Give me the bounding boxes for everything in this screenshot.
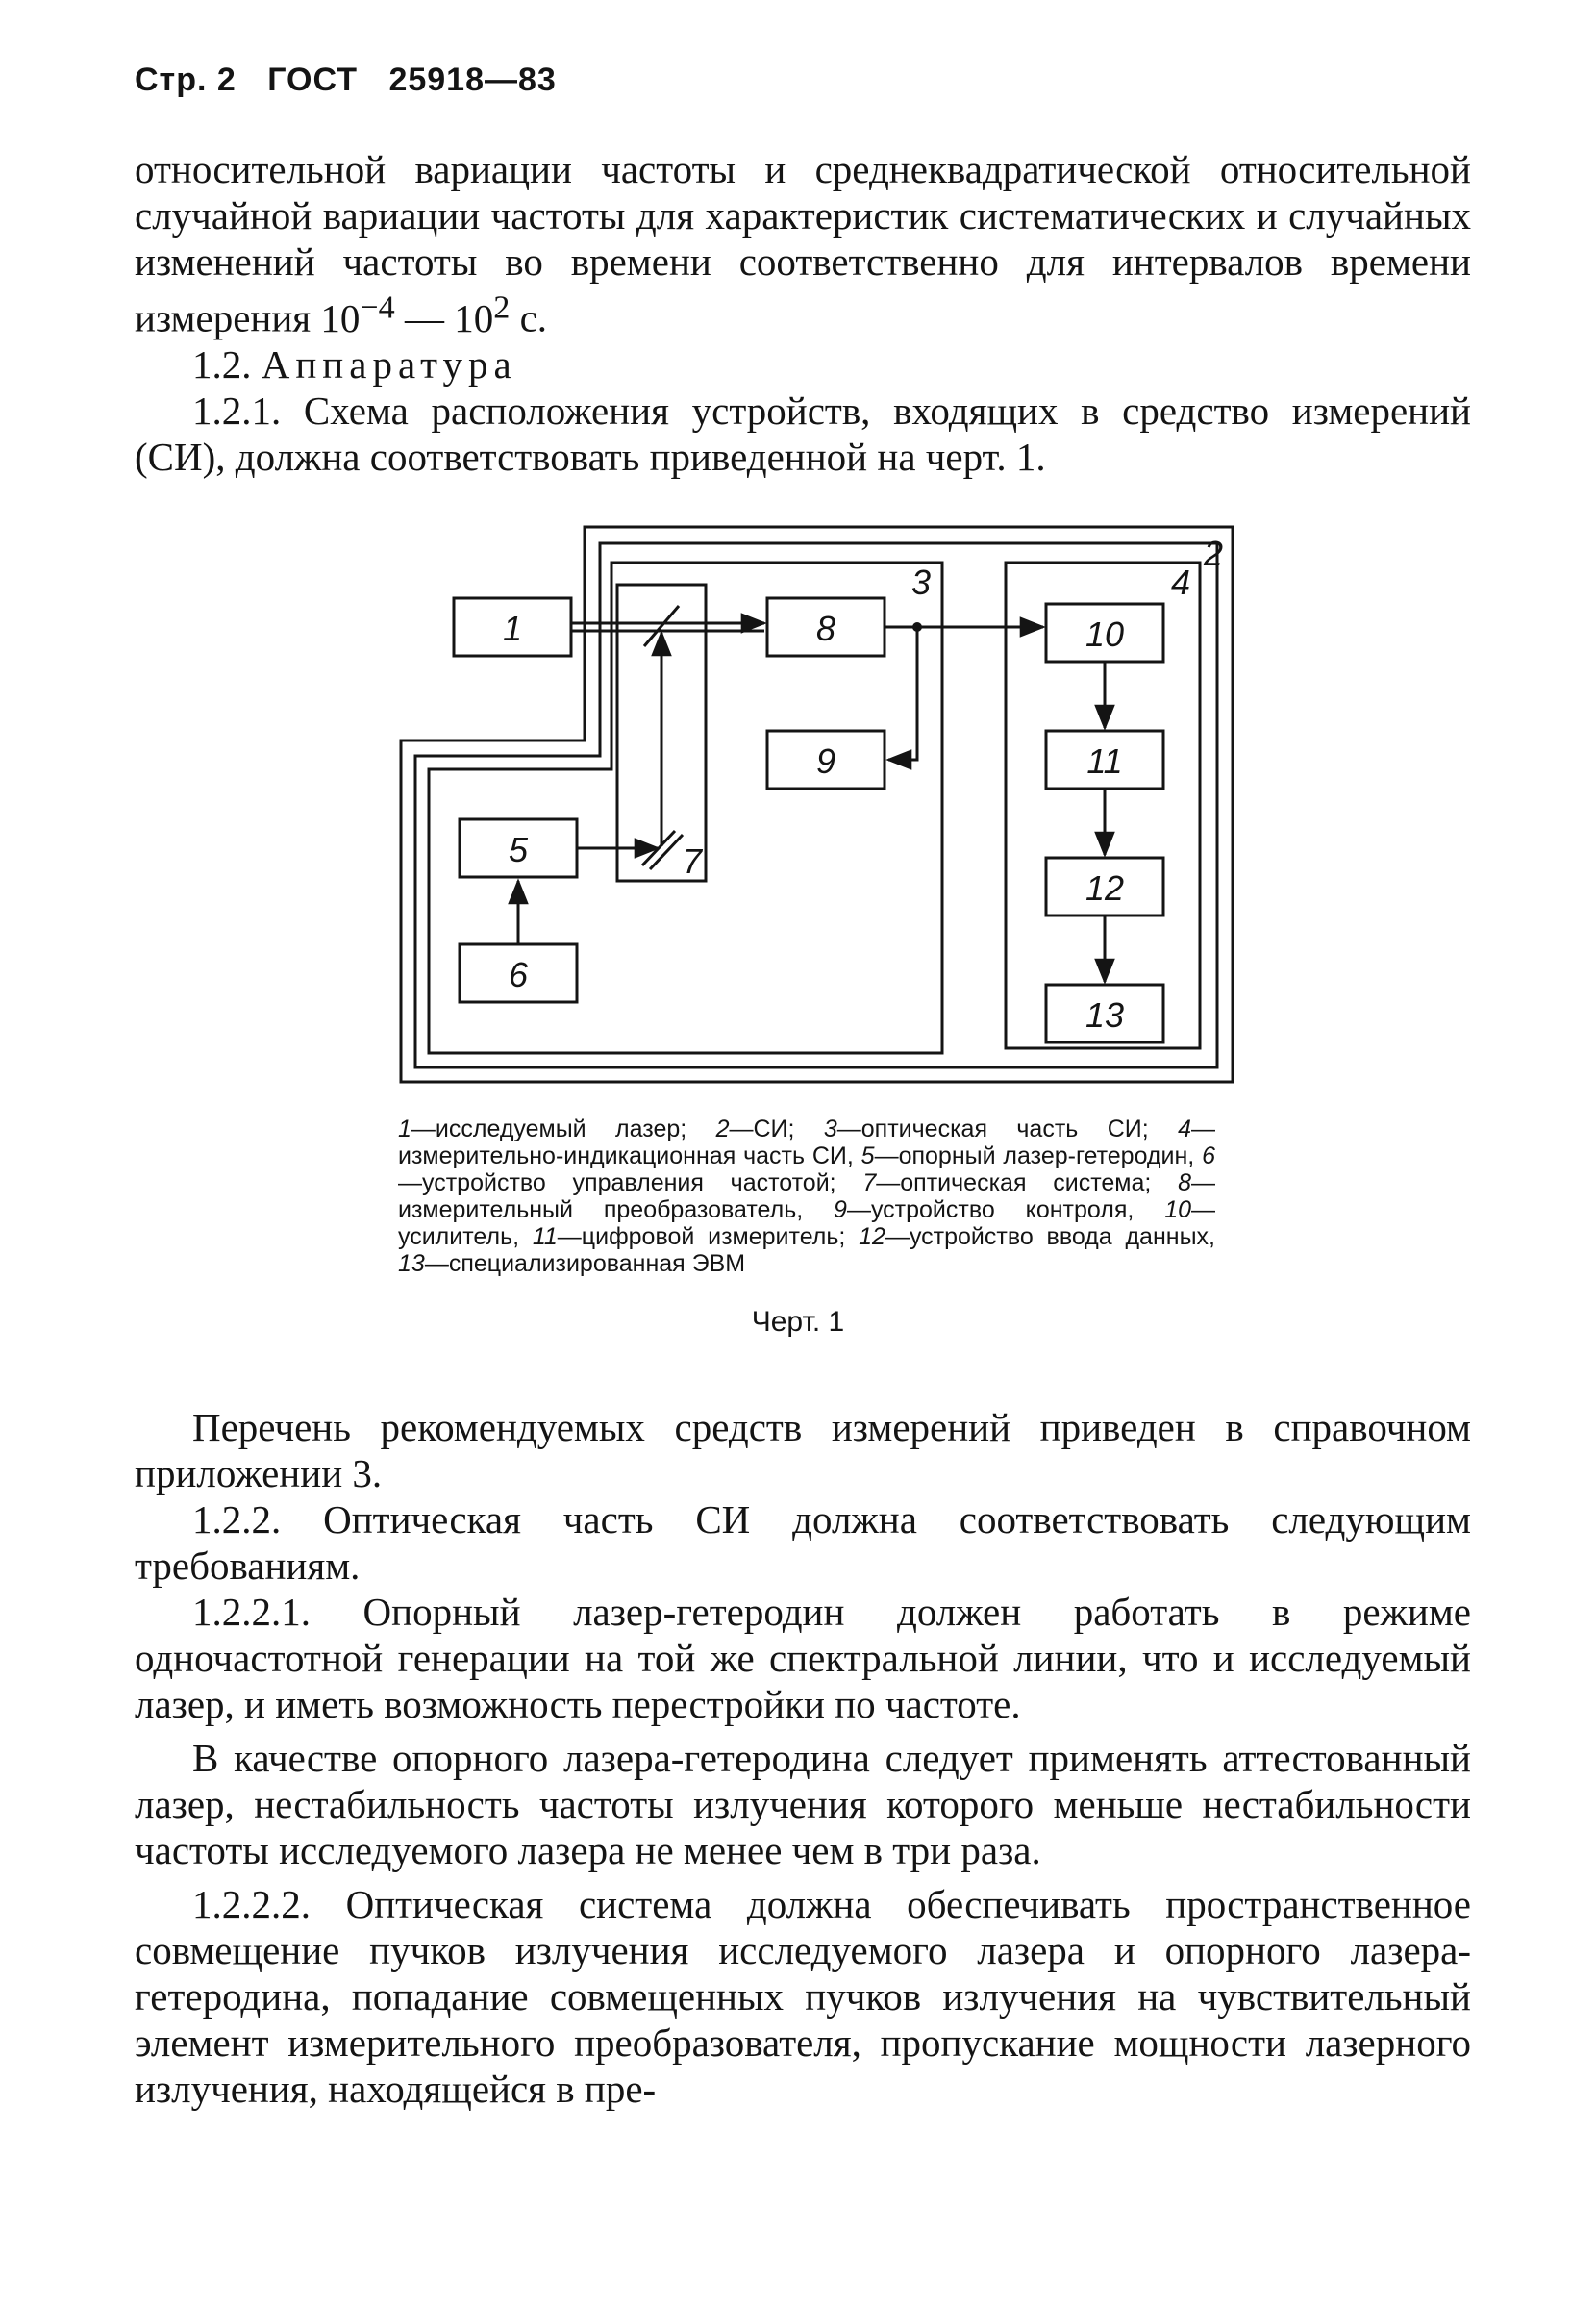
label-4: 4 [1170, 563, 1191, 602]
legend-text: —усилитель, [398, 1196, 1215, 1250]
label-13: 13 [1085, 995, 1125, 1035]
figure-caption: Черт. 1 [751, 1306, 845, 1338]
legend-item [861, 1142, 1202, 1169]
label-12: 12 [1085, 868, 1125, 908]
legend-item [398, 1116, 716, 1142]
label-7: 7 [682, 841, 703, 881]
legend-number: 13 [398, 1250, 425, 1277]
exponent-to: $10^2$ [454, 289, 511, 340]
legend-number: 9 [834, 1196, 847, 1223]
legend-number: 6 [1202, 1142, 1215, 1169]
legend-item [859, 1223, 1215, 1250]
legend-number: 5 [860, 1142, 875, 1169]
label-5: 5 [508, 830, 529, 869]
legend-item [824, 1116, 1178, 1142]
label-2: 2 [1203, 534, 1224, 573]
label-9: 9 [815, 741, 836, 781]
label-11: 11 [1086, 741, 1123, 781]
legend-number: 8 [1178, 1169, 1191, 1196]
legend-text: —СИ; [729, 1116, 824, 1142]
legend-text: —измерительный преобразователь, [398, 1169, 1215, 1223]
paragraph-continuation: относительной вариации частоты и среднеквадратической относительной случайной вариации частоты для характеристик систематических и случайных изменений частоты во времени соответственно для интервалов времени измерения $10^{-4}$ — $10^2$ с. [135, 147, 1471, 340]
standard-number: 25918—83 [388, 62, 557, 98]
legend-text: —устройство ввода данных, [885, 1223, 1215, 1250]
paragraph-1-2-2: 1.2.2. Оптическая часть СИ должна соответствовать следующим требованиям. [135, 1497, 1471, 1588]
legend-item [716, 1116, 824, 1142]
label-3: 3 [910, 563, 932, 602]
label-1: 1 [502, 609, 523, 648]
legend-number: 7 [862, 1169, 877, 1196]
legend-item [398, 1250, 745, 1277]
page-number: Стр. 2 [135, 62, 237, 98]
paragraph-reference-laser: В качестве опорного лазера-гетеродина следует применять аттестованный лазер, нестабильность частоты излучения которого меньше нестабильности частоты исследуемого лазера не менее чем в три раза. [135, 1736, 1471, 1872]
legend-number: 1 [398, 1116, 411, 1142]
legend-item [862, 1169, 1178, 1196]
junction-dot [912, 622, 922, 632]
legend-item [834, 1196, 1164, 1223]
paragraph-1-2-2-2: 1.2.2.2. Оптическая система должна обеспечивать пространственное совмещение пучков излучения исследуемого лазера и опорного лазера-гетеродина, попадание совмещенных пучков излучения на чувствительный элемент измерительного преобразователя, пропускание мощности лазерного излучения, находящейся в пре- [135, 1882, 1471, 2111]
label-8: 8 [815, 609, 836, 648]
legend-item [533, 1223, 859, 1250]
legend-text: —исследуемый лазер; [411, 1116, 716, 1142]
legend-number: 10 [1164, 1196, 1191, 1223]
legend-text: —устройство контроля, [846, 1196, 1165, 1223]
legend-text: —специализированная ЭВМ [424, 1250, 746, 1277]
section-heading: 1.2. Аппаратура [192, 341, 517, 387]
legend-text: —оптическая часть СИ; [836, 1116, 1179, 1142]
legend-text: —устройство управления частотой; [398, 1169, 863, 1196]
legend-number: 4 [1178, 1116, 1191, 1142]
legend-number: 12 [859, 1223, 885, 1250]
legend-number: 2 [715, 1116, 730, 1142]
label-10: 10 [1085, 615, 1125, 654]
label-6: 6 [508, 955, 529, 994]
paragraph-1-2-1: 1.2.1. Схема расположения устройств, входящих в средство измерений (СИ), должна соответствовать приведенной на черт. 1. [135, 388, 1471, 479]
standard-label: ГОСТ [267, 62, 358, 98]
legend-number: 3 [823, 1116, 837, 1142]
bottom-text [135, 1404, 1471, 2112]
legend-text: —цифровой измеритель; [557, 1223, 860, 1250]
figure-legend [398, 1116, 1215, 1277]
legend-text: —измерительно-индикационная часть СИ, [398, 1116, 1215, 1169]
signal-branch-9 [888, 627, 917, 760]
legend-text: —опорный лазер-гетеродин, [874, 1142, 1203, 1169]
legend-number: 11 [532, 1223, 558, 1250]
paragraph-1-2-2-1: 1.2.2.1. Опорный лазер-гетеродин должен работать в режиме одночастотной генерации на той же спектральной линии, что и исследуемый лазер, и иметь возможность перестройки по частоте. [135, 1590, 1471, 1726]
legend-text: —оптическая система; [876, 1169, 1179, 1196]
exponent-from: $10^{-4}$ [320, 289, 395, 340]
block-diagram [0, 0, 1596, 1116]
paragraph-list-ref: Перечень рекомендуемых средств измерений приведен в справочном приложении 3. [135, 1405, 1471, 1495]
